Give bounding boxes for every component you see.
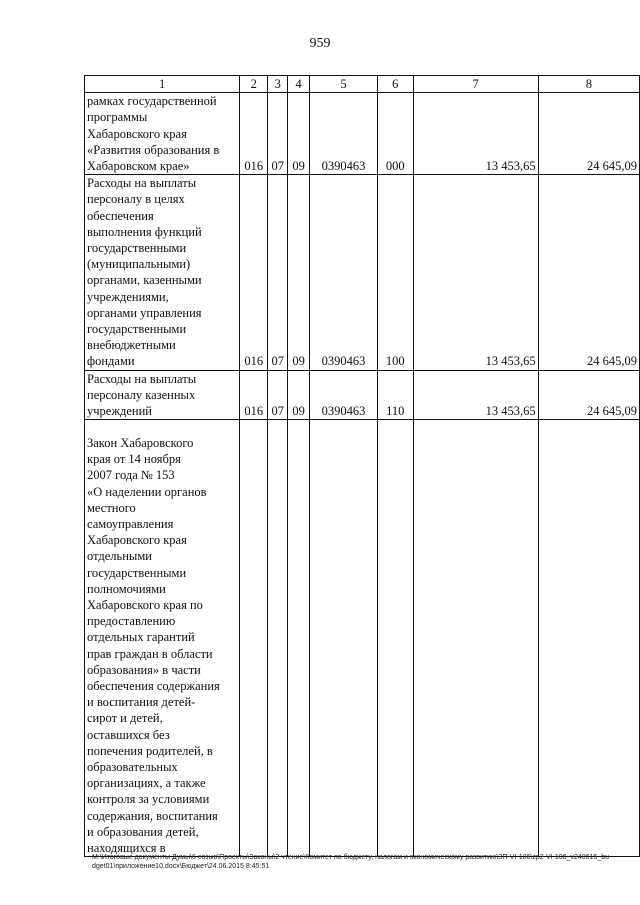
- description-line: отдельными: [87, 549, 152, 564]
- amount-year-1: 13 453,65: [413, 175, 538, 370]
- target-item-code: 0390463: [310, 175, 378, 370]
- table-row: [85, 175, 640, 370]
- agency-code: 016: [240, 93, 268, 175]
- description-line: «Развития образования в: [87, 142, 220, 157]
- description-line: Хабаровском крае»: [87, 159, 190, 174]
- expense-type-code: 110: [377, 370, 413, 420]
- agency-code: [240, 420, 268, 857]
- agency-code: 016: [240, 175, 268, 370]
- description-line: фондами: [87, 354, 135, 369]
- description-line: и воспитания детей-: [87, 695, 196, 710]
- description-line: государственными: [87, 322, 187, 337]
- row-description: [85, 420, 240, 857]
- description-line: Расходы на выплаты: [87, 371, 197, 386]
- description-line: местного: [87, 500, 136, 515]
- description-line: учреждений: [87, 404, 152, 419]
- column-header-3: 3: [268, 76, 288, 93]
- target-item-code: 0390463: [310, 93, 378, 175]
- description-line: находящихся в: [87, 841, 166, 856]
- target-item-code: [310, 420, 378, 857]
- amount-year-1: [413, 420, 538, 857]
- subsection-code: [288, 420, 310, 857]
- description-line: сирот и детей,: [87, 711, 163, 726]
- description-line: образования» в части: [87, 662, 201, 677]
- description-line: Закон Хабаровского: [87, 435, 194, 450]
- section-code: [268, 420, 288, 857]
- description-line: попечения родителей, в: [87, 743, 213, 758]
- description-line: рамках государственной: [87, 94, 217, 109]
- description-line: отдельных гарантий: [87, 630, 195, 645]
- subsection-code: 09: [288, 175, 310, 370]
- section-code: 07: [268, 370, 288, 420]
- table-header-row: [85, 76, 640, 93]
- amount-year-1: 13 453,65: [413, 370, 538, 420]
- description-line: самоуправления: [87, 517, 174, 531]
- document-path-footer: M:\Итоговые документы Думы\6 созыв\Проекты\Законы\2 чтение\Комитет по бюджету, налогам и экономическому развитию\ЗП-VI-106\zp2-VI-106_v240615_budget01\приложение10.docx\Бюджет\24.06.2015 8:45:51: [92, 854, 610, 870]
- description-line: органами, казенными: [87, 273, 202, 288]
- description-line: содержания, воспитания: [87, 808, 218, 823]
- description-line: полномочиями: [87, 581, 166, 596]
- description-line: края от 14 ноября: [87, 452, 181, 467]
- description-line: учреждениями,: [87, 289, 169, 304]
- amount-year-2: 24 645,09: [538, 93, 639, 175]
- description-line: (муниципальными): [87, 257, 191, 272]
- description-line: органами управления: [87, 305, 202, 320]
- column-header-2: 2: [240, 76, 268, 93]
- description-line: персоналу в целях: [87, 192, 185, 207]
- table-row: [85, 420, 640, 857]
- row-description: [85, 93, 240, 175]
- expense-type-code: [377, 420, 413, 857]
- expense-type-code: 100: [377, 175, 413, 370]
- description-line: 2007 года № 153: [87, 468, 175, 483]
- description-line: обеспечения: [87, 208, 154, 223]
- amount-year-2: 24 645,09: [538, 175, 639, 370]
- row-description: [85, 370, 240, 420]
- table-body: [85, 93, 640, 857]
- table-row: [85, 93, 640, 175]
- description-line: предоставлению: [87, 614, 176, 629]
- description-line: обеспечения содержания: [87, 679, 220, 694]
- subsection-code: 09: [288, 370, 310, 420]
- subsection-code: 09: [288, 93, 310, 175]
- expense-type-code: 000: [377, 93, 413, 175]
- description-line: и образования детей,: [87, 824, 199, 839]
- row-description: [85, 175, 240, 370]
- description-line: Хабаровского края по: [87, 598, 203, 613]
- page-number: 959: [309, 36, 331, 51]
- description-line: организациях, а также: [87, 776, 206, 791]
- description-line: выполнения функций: [87, 224, 202, 239]
- description-line: Хабаровского края: [87, 533, 187, 548]
- description-line: образовательных: [87, 760, 178, 775]
- description-line: персоналу казенных: [87, 387, 196, 402]
- description-line: Хабаровского края: [87, 126, 187, 141]
- amount-year-2: [538, 420, 639, 857]
- column-header-7: 7: [413, 76, 538, 93]
- description-line: контроля за условиями: [87, 792, 210, 807]
- description-line: программы: [87, 110, 148, 125]
- amount-year-1: 13 453,65: [413, 93, 538, 175]
- description-line: «О наделении органов: [87, 484, 207, 499]
- column-header-8: 8: [538, 76, 639, 93]
- description-line: Расходы на выплаты: [87, 176, 197, 191]
- budget-table: [84, 75, 640, 857]
- amount-year-2: 24 645,09: [538, 370, 639, 420]
- column-header-5: 5: [310, 76, 378, 93]
- description-line: государственными: [87, 241, 187, 256]
- agency-code: 016: [240, 370, 268, 420]
- target-item-code: 0390463: [310, 370, 378, 420]
- description-line: оставшихся без: [87, 727, 170, 742]
- section-code: 07: [268, 175, 288, 370]
- section-code: 07: [268, 93, 288, 175]
- description-line: прав граждан в области: [87, 646, 213, 661]
- column-header-4: 4: [288, 76, 310, 93]
- description-line: внебюджетными: [87, 338, 176, 353]
- column-header-6: 6: [377, 76, 413, 93]
- column-header-1: 1: [85, 76, 240, 93]
- description-line: государственными: [87, 565, 187, 580]
- table-row: [85, 370, 640, 420]
